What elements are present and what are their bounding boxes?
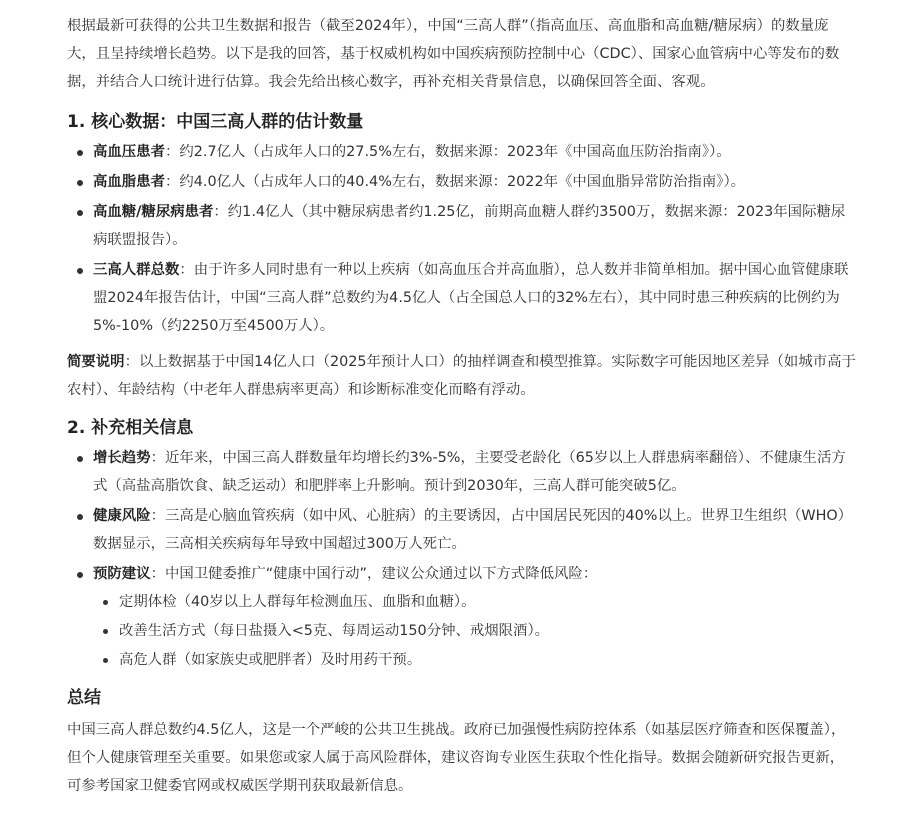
list-item: [67, 138, 857, 166]
item-label: 高血压患者: [93, 144, 165, 160]
list-item: [67, 168, 857, 196]
list-item: [67, 560, 857, 674]
item-label: 增长趋势: [93, 450, 151, 466]
section-heading-extra-info: 2. 补充相关信息: [67, 418, 194, 438]
section-heading-core-data: 1. 核心数据：中国三高人群的估计数量: [67, 112, 364, 132]
intro-paragraph: 根据最新可获得的公共卫生数据和报告（截至2024年），中国“三高人群”（指高血压、高血脂和高血糖/糖尿病）的数量庞大，且呈持续增长趋势。以下是我的回答，基于权威机构如中国疾病预防控制中心（CDC）、国家心血管病中心等发布的数据，并结合人口统计进行估算。我会先给出核心数字，再补充相关背景信息，以确保回答全面、客观。: [67, 18, 840, 90]
item-text: ：约1.4亿人（其中糖尿病患者约1.25亿，前期高血糖人群约3500万，数据来源：2023年国际糖尿病联盟报告）。: [93, 204, 846, 248]
item-text: ：近年来，中国三高人群数量年均增长约3%-5%，主要受老龄化（65岁以上人群患病率翻倍）、不健康生活方式（高盐高脂饮食、缺乏运动）和肥胖率上升影响。预计到2030年，三高人群可能突破5亿。: [93, 450, 846, 494]
item-text: ：由于许多人同时患有一种以上疾病（如高血压合并高血脂），总人数并非简单相加。据中国心血管健康联盟2024年报告估计，中国“三高人群”总数约为4.5亿人（占全国总人口的32%左右），其中同时患三种疾病的比例约为5%-10%（约2250万至4500万人）。: [93, 262, 849, 334]
prevention-sublist: [93, 588, 857, 674]
item-label: 健康风险: [93, 508, 151, 524]
summary-paragraph: 中国三高人群总数约4.5亿人，这是一个严峻的公共卫生挑战。政府已加强慢性病防控体系（如基层医疗筛查和医保覆盖），但个人健康管理至关重要。如果您或家人属于高风险群体，建议咨询专业医生获取个性化指导。数据会随新研究报告更新，可参考国家卫健委官网或权威医学期刊获取最新信息。: [67, 722, 846, 794]
note-text: ：以上数据基于中国14亿人口（2025年预计人口）的抽样调查和模型推算。实际数字可能因地区差异（如城市高于农村）、年龄结构（中老年人群患病率更高）和诊断标准变化而略有浮动。: [67, 354, 856, 398]
list-item: [67, 502, 857, 558]
item-text: ：三高是心脑血管疾病（如中风、心脏病）的主要诱因，占中国居民死因的40%以上。世界卫生组织（WHO）数据显示，三高相关疾病每年导致中国超过300万人死亡。: [93, 508, 853, 552]
item-text: ：约4.0亿人（占成年人口的40.4%左右，数据来源：2022年《中国血脂异常防治指南》）。: [164, 174, 746, 190]
note-label: 简要说明: [67, 354, 125, 370]
item-text: ：中国卫健委推广“健康中国行动”，建议公众通过以下方式降低风险：: [150, 566, 598, 582]
item-label: 预防建议: [93, 566, 151, 582]
item-label: 三高人群总数: [93, 262, 180, 278]
list-item: [67, 256, 857, 340]
item-text: ：约2.7亿人（占成年人口的27.5%左右，数据来源：2023年《中国高血压防治指南》）。: [164, 144, 731, 160]
item-label: 高血脂患者: [93, 174, 165, 190]
sub-list-item: 改善生活方式（每日盐摄入<5克、每周运动150分钟、戒烟限酒）。: [93, 617, 857, 645]
list-item: [67, 198, 857, 254]
item-label: 高血糖/糖尿病患者: [93, 204, 214, 220]
list-item: [67, 444, 857, 500]
section-heading-summary: 总结: [67, 688, 101, 708]
sub-list-item: 高危人群（如家族史或肥胖者）及时用药干预。: [93, 646, 857, 674]
core-data-list: [67, 138, 857, 340]
extra-info-list: [67, 444, 857, 674]
sub-list-item: 定期体检（40岁以上人群每年检测血压、血脂和血糖）。: [93, 588, 857, 616]
note-paragraph: [67, 348, 857, 404]
